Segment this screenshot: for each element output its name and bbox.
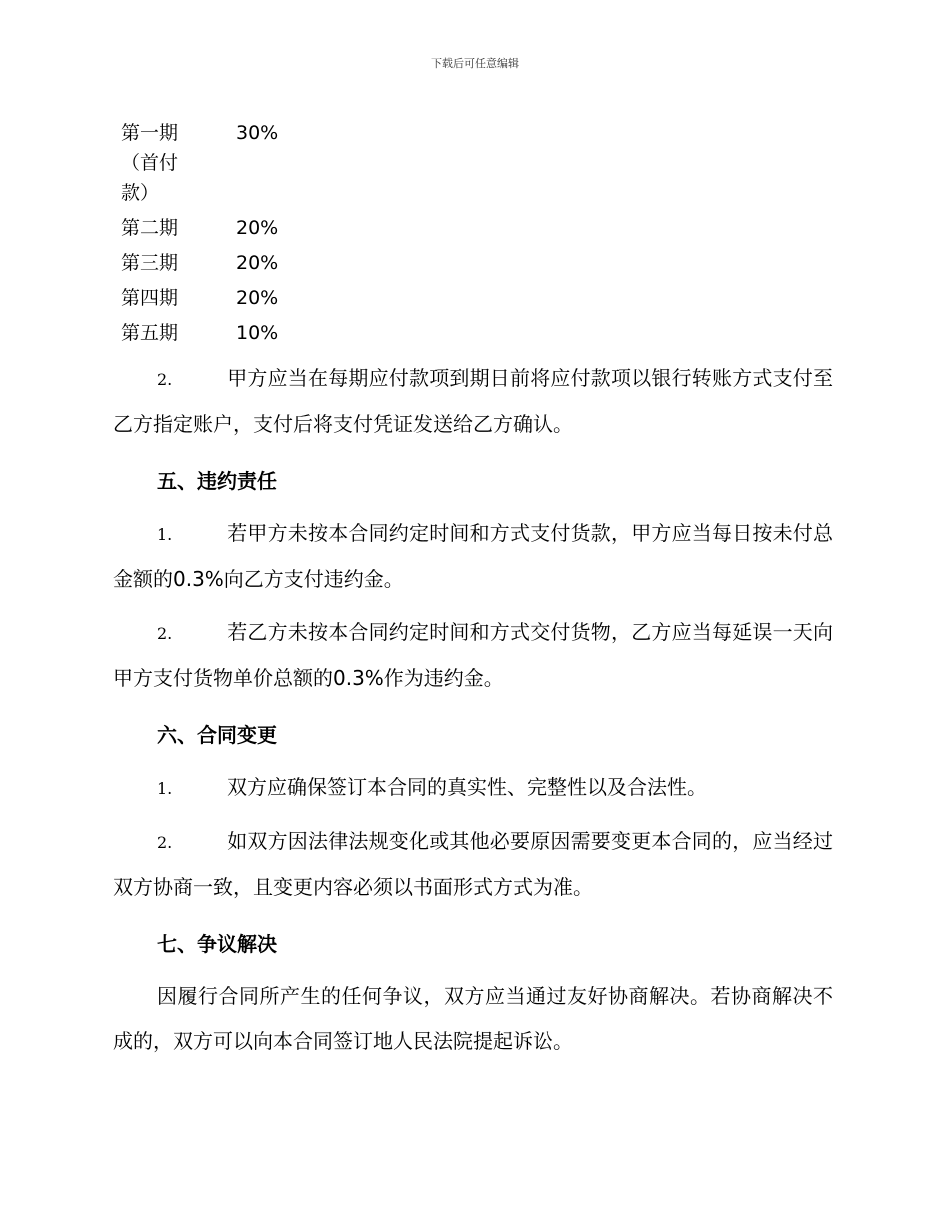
payment-period: 第三期: [121, 252, 179, 274]
payment-row: [121, 118, 361, 208]
clause-text: 若甲方未按本合同约定时间和方式支付货款，甲方应当每日按未付总金额的0.3%向乙方支付违约金。: [113, 521, 833, 591]
payment-percent: 20%: [236, 217, 279, 239]
clause-text: 如双方因法律法规变化或其他必要原因需要变更本合同的，应当经过双方协商一致，且变更内容必须以书面形式方式为准。: [113, 829, 833, 899]
clause-text: 甲方应当在每期应付款项到期日前将应付款项以银行转账方式支付至乙方指定账户，支付后将支付凭证发送给乙方确认。: [113, 366, 833, 436]
section-heading-amendment: 六、合同变更: [157, 723, 277, 747]
clause-number: 2.: [157, 833, 173, 852]
clause-text: 若乙方未按本合同约定时间和方式交付货物，乙方应当每延误一天向甲方支付货物单价总额的0.3%作为违约金。: [113, 620, 833, 690]
clause-number: 1.: [157, 525, 173, 544]
payment-row: [121, 248, 361, 278]
payment-period: 第一期（首付款）: [121, 122, 179, 204]
section-heading-breach: 五、违约责任: [157, 469, 277, 493]
clause-5-2: [113, 610, 833, 701]
clause-6-2: [113, 819, 833, 910]
payment-row: [121, 283, 361, 313]
clause-5-1: [113, 511, 833, 602]
clause-6-1: [113, 765, 833, 811]
payment-period: 第二期: [121, 217, 179, 239]
clause-number: 2.: [157, 624, 173, 643]
payment-row: [121, 318, 361, 348]
payment-percent: 20%: [236, 287, 279, 309]
payment-period: 第五期: [121, 322, 179, 344]
clause-text: 双方应确保签订本合同的真实性、完整性以及合法性。: [227, 775, 707, 799]
clause-7: 因履行合同所产生的任何争议，双方应当通过友好协商解决。若协商解决不成的，双方可以向本合同签订地人民法院提起诉讼。: [113, 984, 833, 1053]
payment-row: [121, 213, 361, 243]
clause-4-2: [113, 356, 833, 447]
clause-number: 2.: [157, 370, 173, 389]
payment-percent: 10%: [236, 322, 279, 344]
page-header: 下载后可任意编辑: [431, 57, 519, 70]
payment-percent: 20%: [236, 252, 279, 274]
document-body: [113, 356, 833, 1064]
section-heading-dispute: 七、争议解决: [157, 932, 277, 956]
clause-number: 1.: [157, 779, 173, 798]
payment-schedule-table: [121, 118, 361, 348]
payment-percent: 30%: [236, 122, 279, 144]
payment-period: 第四期: [121, 287, 179, 309]
